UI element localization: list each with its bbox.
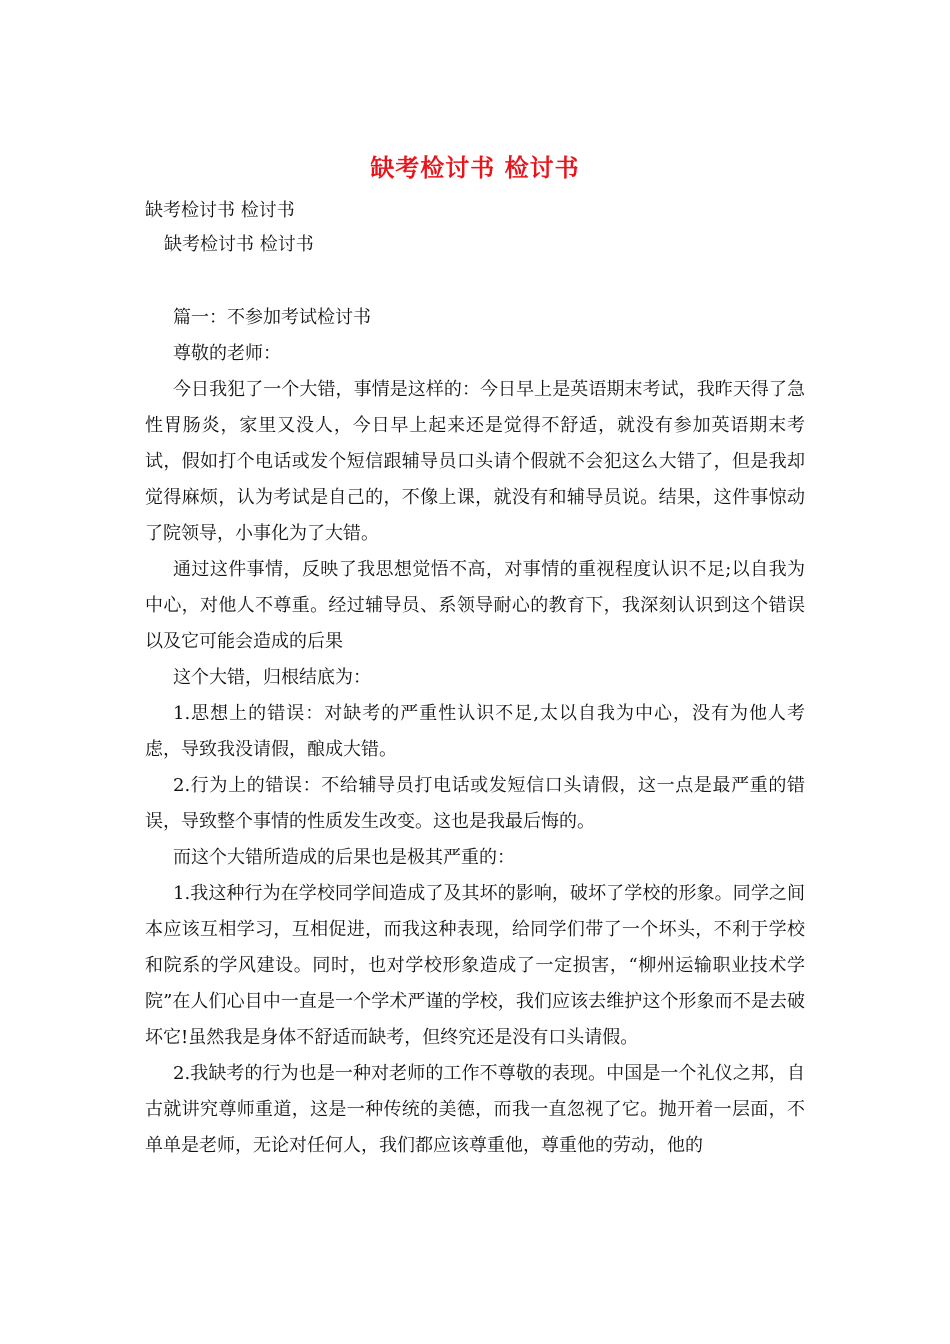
paragraph-summary-intro: 这个大错，归根结底为：: [173, 667, 371, 688]
paragraph-salutation: 尊敬的老师：: [173, 343, 281, 364]
paragraph-error-1: 1.思想上的错误：对缺考的严重性认识不足,太以自我为中心，没有为他人考虑，导致我没请假，酿成大错。: [145, 703, 805, 760]
paragraph-consequence-2: 2.我缺考的行为也是一种对老师的工作不尊敬的表现。中国是一个礼仪之邦，自古就讲究尊师重道，这是一种传统的美德，而我一直忽视了它。抛开着一层面，不单单是老师，无论对任何人，我们都应该尊重他，尊重他的劳动，他的: [145, 1063, 805, 1156]
body-text: [145, 300, 805, 1164]
paragraph-incident: 今日我犯了一个大错，事情是这样的：今日早上是英语期末考试，我昨天得了急性胃肠炎，家里又没人，今日早上起来还是觉得不舒适，就没有参加英语期末考试，假如打个电话或发个短信跟辅导员口头请个假就不会犯这么大错了，但是我却觉得麻烦，认为考试是自己的，不像上课，就没有和辅导员说。结果，这件事惊动了院领导，小事化为了大错。: [145, 379, 805, 544]
paragraph-consequence-intro: 而这个大错所造成的后果也是极其严重的：: [173, 847, 515, 868]
document-title: 缺考检讨书 检讨书: [370, 153, 580, 182]
subtitle-line-1: 缺考检讨书 检讨书: [145, 200, 295, 221]
paragraph-section-heading: 篇一：不参加考试检讨书: [173, 307, 371, 328]
paragraph-error-2: 2.行为上的错误：不给辅导员打电话或发短信口头请假，这一点是最严重的错误，导致整个事情的性质发生改变。这也是我最后悔的。: [145, 775, 805, 832]
subtitle-line-2: 缺考检讨书 检讨书: [164, 234, 314, 255]
paragraph-reflection: 通过这件事情，反映了我思想觉悟不高，对事情的重视程度认识不足;以自我为中心，对他人不尊重。经过辅导员、系领导耐心的教育下，我深刻认识到这个错误以及它可能会造成的后果: [145, 559, 805, 652]
paragraph-consequence-1: 1.我这种行为在学校同学间造成了及其坏的影响，破坏了学校的形象。同学之间本应该互相学习，互相促进，而我这种表现，给同学们带了一个坏头，不利于学校和院系的学风建设。同时，也对学校形象造成了一定损害，“柳州运输职业技术学院”在人们心目中一直是一个学术严谨的学校，我们应该去维护这个形象而不是去破坏它!虽然我是身体不舒适而缺考，但终究还是没有口头请假。: [145, 883, 805, 1048]
